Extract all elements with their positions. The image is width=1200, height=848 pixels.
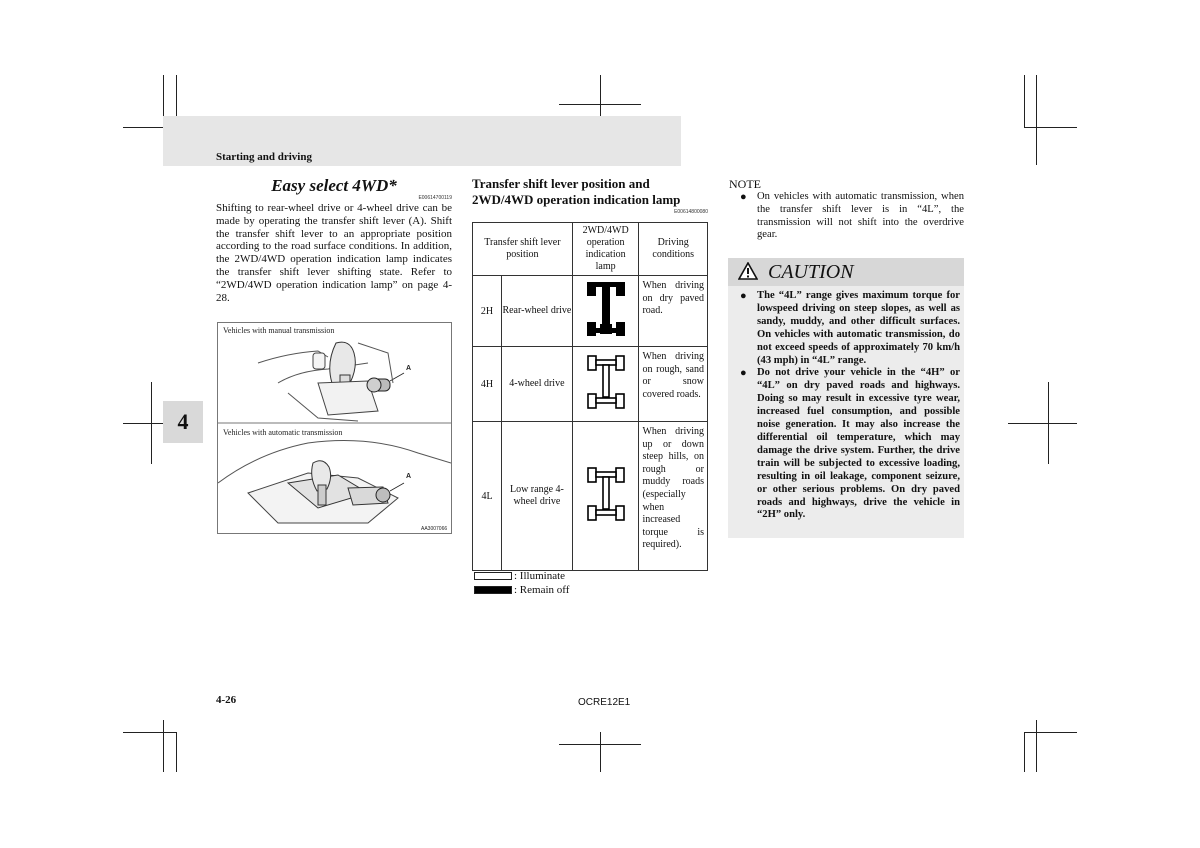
lamp-table	[472, 222, 708, 571]
illuminate-swatch	[474, 572, 512, 580]
row-description: Rear-wheel drive	[502, 305, 572, 316]
caution-box	[728, 258, 964, 538]
header-conditions: Driving conditions	[639, 223, 708, 276]
table-heading-code: E00614800080	[674, 209, 708, 215]
auto-shifter-illustration	[218, 423, 451, 533]
figure-label-a-auto: A	[406, 473, 412, 480]
legend-illuminate-label: : Illuminate	[514, 570, 566, 582]
figure-manual-caption: Vehicles with manual transmission	[223, 326, 335, 335]
bullet-icon: ●	[740, 367, 747, 380]
transfer-lever-figure	[217, 322, 452, 534]
doc-code: OCRE12E1	[578, 697, 631, 708]
table-header-row	[473, 223, 708, 276]
header-lamp: 2WD/4WD operation indication lamp	[572, 223, 639, 276]
table-row	[473, 276, 708, 347]
bullet-icon: ●	[740, 191, 747, 203]
running-head: Starting and driving	[216, 151, 312, 163]
caution-list	[728, 290, 960, 522]
4l-lamp-icon	[572, 422, 639, 571]
header-lever-position: Transfer shift lever position	[473, 223, 573, 276]
row-conditions: When driving up or down steep hills, on rough or muddy roads (especially when increased torque is required).	[639, 422, 708, 571]
warning-triangle-icon	[738, 262, 758, 280]
4h-lamp-icon	[572, 347, 639, 422]
table-row	[473, 422, 708, 571]
remain-off-swatch	[474, 586, 512, 594]
legend-remain-off-label: : Remain off	[514, 584, 570, 596]
legend-illuminate	[474, 570, 565, 582]
row-conditions: When driving on rough, sand or snow covered roads.	[639, 347, 708, 422]
bullet-icon: ●	[740, 290, 747, 302]
row-description: Low range 4-wheel drive	[509, 484, 564, 507]
figure-code: AA3007066	[421, 526, 448, 532]
row-position: 2H	[473, 276, 502, 346]
caution-header	[728, 258, 964, 286]
legend-remain-off	[474, 584, 569, 596]
row-conditions: When driving on dry paved road.	[639, 276, 708, 347]
page-number: 4-26	[216, 694, 237, 706]
note-item: ● On vehicles with automatic transmission, when the transfer shift lever is in “4L”, the transmission will not shift into the overdrive gear.	[740, 191, 964, 241]
caution-item: ● Do not drive your vehicle in the “4H” or “4L” on dry paved roads and highways. Doing so may result in excessive tyre wear, increased fuel consumption, and possible noise generation. It may also increase the differential oil temperature, which may damage the drive system. Further, the drive train will be subjected to excessive loading, resulting in oil leakage, component seizure, or other serious problems. On dry paved roads and highways, drive the vehicle in “2H” only.	[740, 367, 960, 521]
row-position: 4L	[473, 422, 502, 570]
table-row	[473, 347, 708, 422]
figure-label-a-manual: A	[406, 365, 412, 372]
caution-title: CAUTION	[768, 261, 854, 283]
table-heading: Transfer shift lever position and 2WD/4WD operation indication lamp	[472, 176, 681, 207]
section-tab: 4	[163, 401, 203, 443]
caution-item: ● The “4L” range gives maximum torque for lowspeed driving on steep slopes, as well as sandy, muddy, and other difficult surfaces. On vehicles with automatic transmission, do not exceed speeds of approximately 70 km/h (43 mph) in “4L” range.	[740, 290, 960, 366]
row-description: 4-wheel drive	[509, 378, 565, 389]
note-list	[728, 191, 964, 242]
note-title: NOTE	[729, 177, 761, 191]
row-position: 4H	[473, 347, 502, 421]
2h-lamp-icon	[572, 276, 639, 347]
section-title: Easy select 4WD*	[271, 176, 397, 195]
title-code: E00614700119	[418, 195, 452, 201]
intro-paragraph: Shifting to rear-wheel drive or 4-wheel drive can be made by operating the transfer shift lever (A). Shift the transfer shift lever to an appropriate position according to the road surface conditions. In addition, the 2WD/4WD operation indication lamp indicates the transfer shift lever shifting state. Refer to “2WD/4WD operation indication lamp” on page 4-28.	[216, 202, 452, 304]
figure-auto-caption: Vehicles with automatic transmission	[223, 428, 343, 437]
